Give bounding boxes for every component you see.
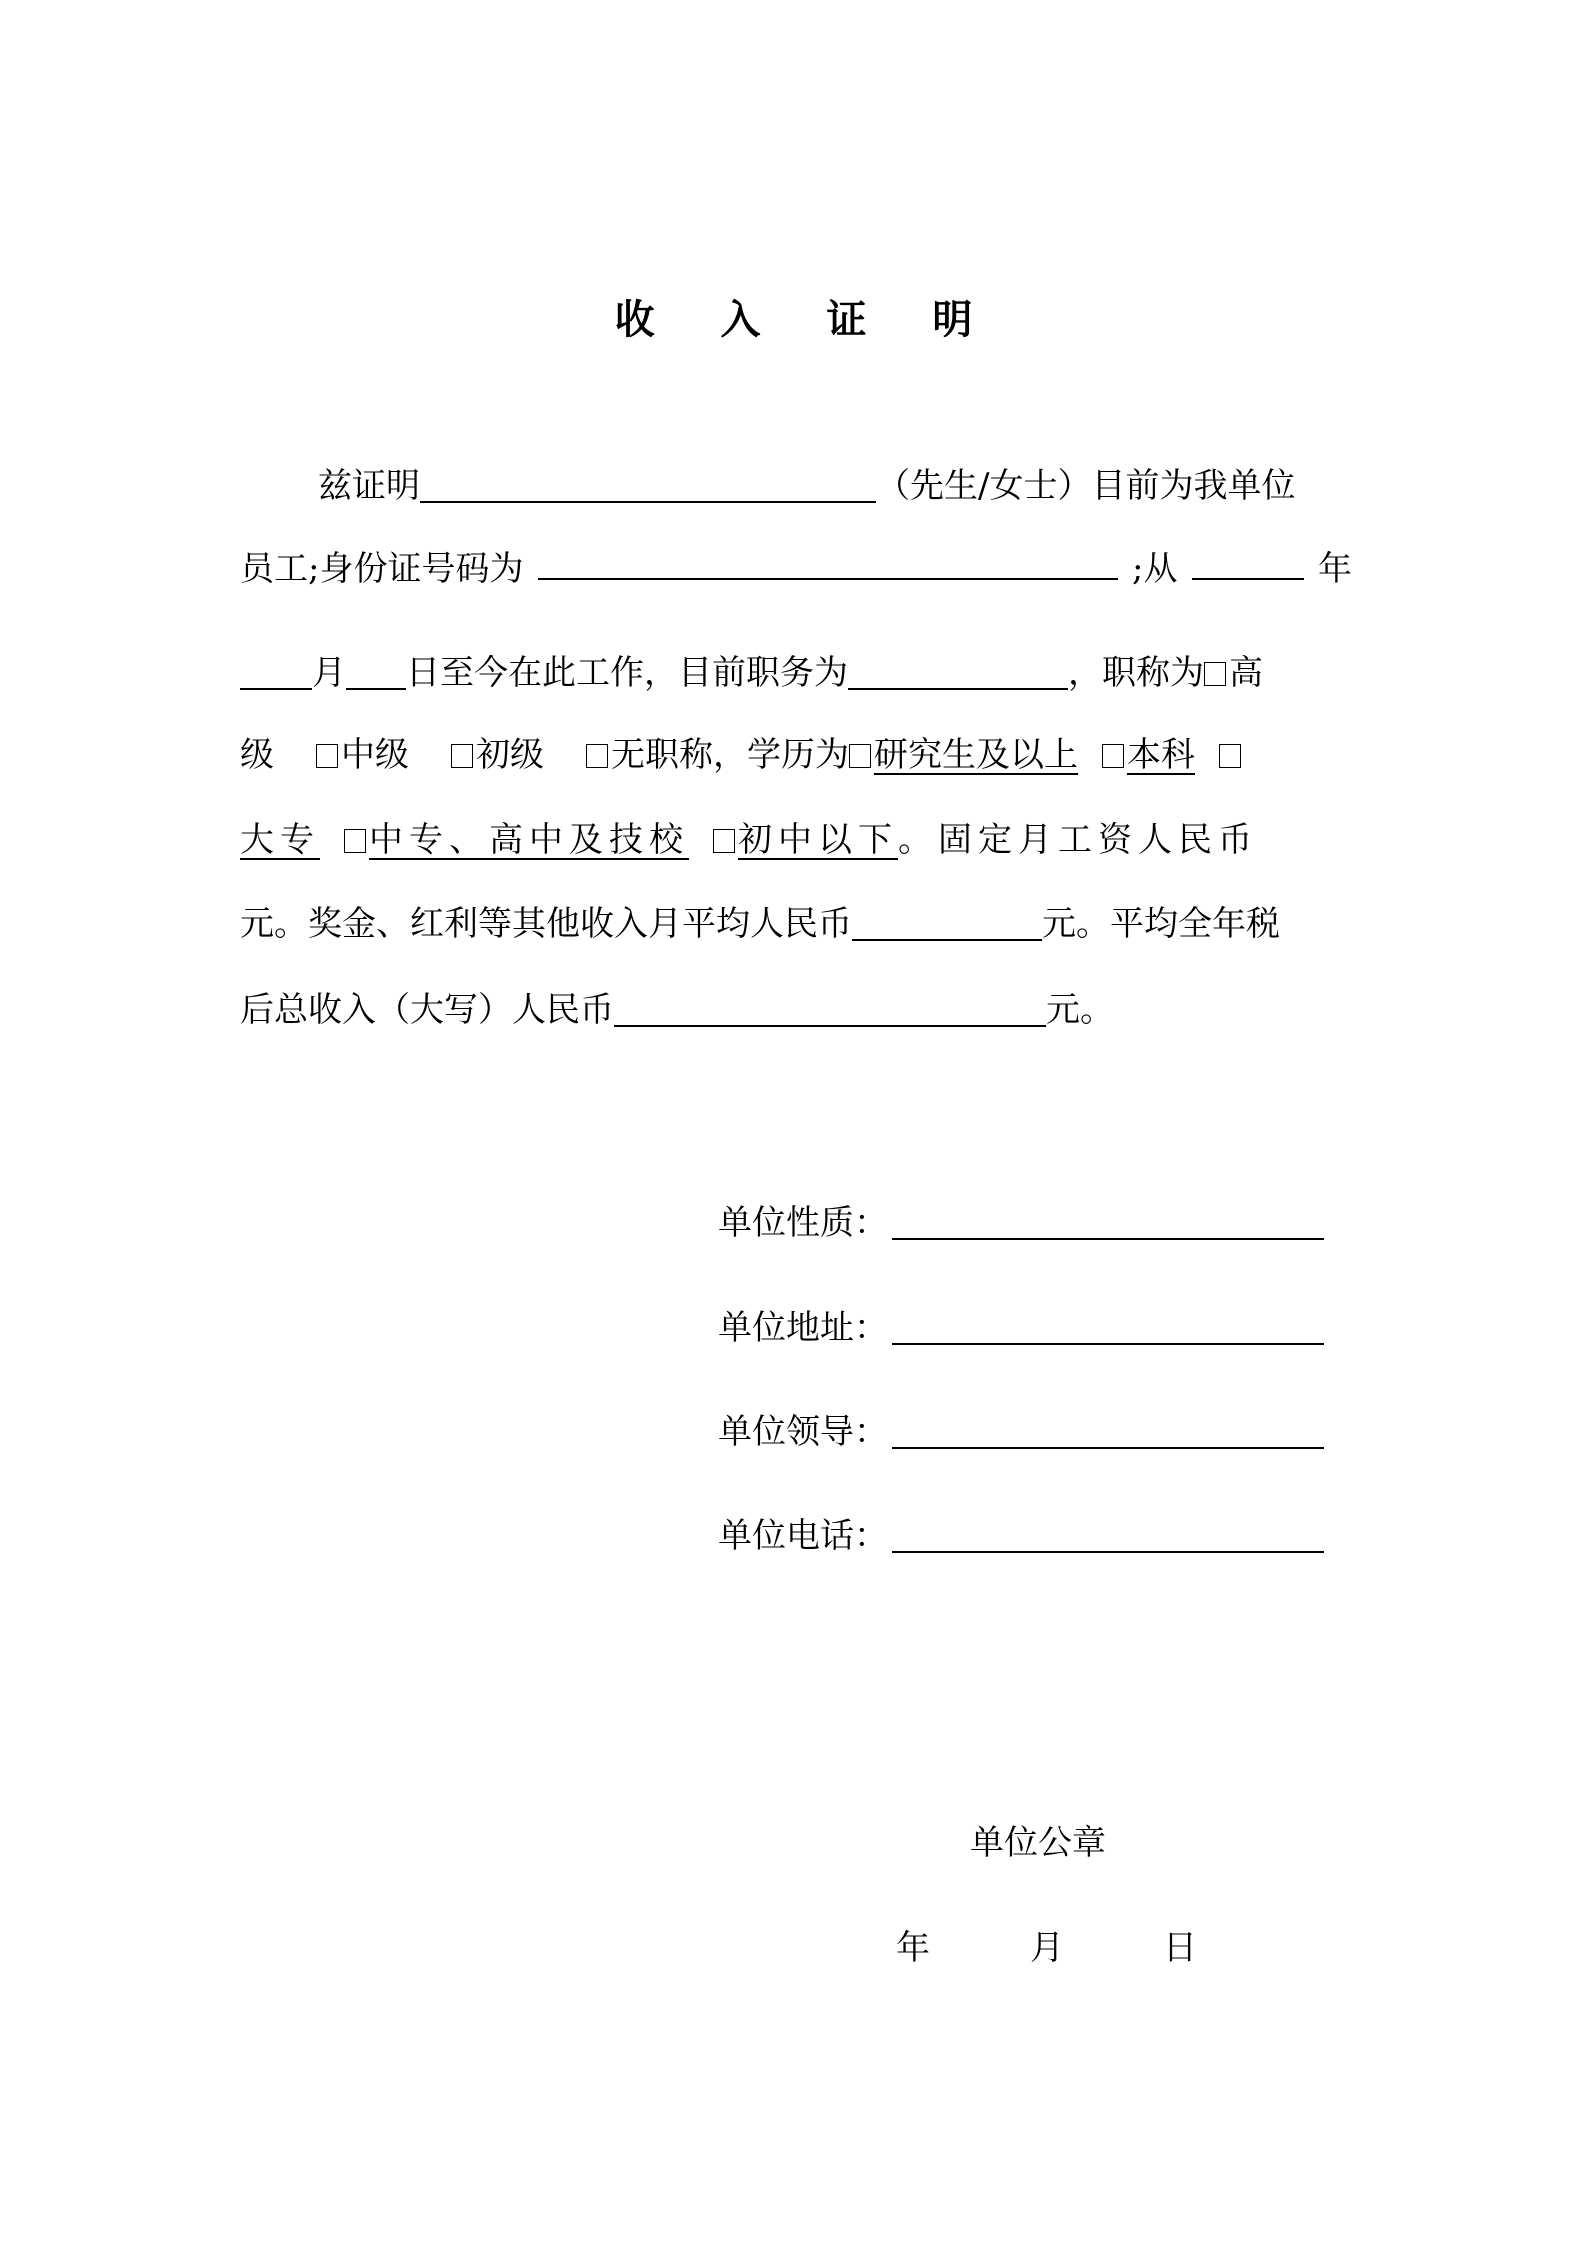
edu-junior-checkbox[interactable] [713,829,735,853]
yuan-label: 元。 [1046,990,1114,1030]
edu-secondary-label: 中专、高中及技校 [369,820,689,860]
bonus-amount-field[interactable] [852,905,1042,941]
monthly-salary-text: 。固定月工资人民币 [898,820,1258,860]
unit-phone-field[interactable] [892,1517,1324,1553]
start-day-field[interactable] [346,654,406,690]
edu-bachelor-checkbox[interactable] [1102,744,1124,768]
paragraph-line-4 [240,727,1352,783]
annual-income-text: 元。平均全年税 [1042,904,1280,944]
bonus-text: 元。奖金、红利等其他收入月平均人民币 [240,904,852,944]
title-middle-checkbox[interactable] [316,744,338,768]
position-field[interactable] [848,654,1068,690]
employee-name-field[interactable] [420,467,876,503]
id-number-label: 员工;身份证号码为 [240,549,524,589]
paragraph-line-3 [240,645,1352,701]
unit-leader-row [718,1404,1324,1460]
unit-phone-row [718,1508,1324,1564]
education-options-underlined-2 [240,820,898,860]
unit-address-label: 单位地址： [718,1308,888,1348]
id-number-field[interactable] [538,544,1118,580]
date-day-label: 日 [1163,1928,1197,1968]
year-label: 年 [1318,549,1352,589]
title-none-label: 无职称 [611,735,713,775]
working-since-text: 日至今在此工作，目前职务为 [406,653,848,693]
education-label: ，学历为 [713,735,849,775]
title-label: ，职称为 [1068,653,1204,693]
unit-nature-row [718,1195,1324,1251]
edu-graduate-checkbox[interactable] [849,744,871,768]
unit-phone-label: 单位电话： [718,1516,888,1556]
start-month-field[interactable] [240,654,312,690]
edu-junior-label: 初中以下 [738,820,898,860]
title-senior-label-tail: 级 [240,735,274,775]
from-label: ;从 [1132,549,1178,589]
paragraph-line-5 [240,812,1352,868]
gender-employer-text: （先生/女士）目前为我单位 [876,466,1296,506]
date-year-label: 年 [896,1928,930,1968]
date-month-label: 月 [1030,1928,1064,1968]
title-senior-checkbox[interactable] [1204,662,1226,686]
title-junior-label: 初级 [476,735,544,775]
unit-address-field[interactable] [892,1309,1324,1345]
unit-nature-label: 单位性质： [718,1203,888,1243]
document-title: 收 入 证 明 [614,296,999,343]
start-year-field[interactable] [1192,544,1304,580]
edu-college-checkbox[interactable] [1219,744,1241,768]
paragraph-line-1 [240,458,1352,514]
edu-secondary-checkbox[interactable] [344,829,366,853]
unit-leader-field[interactable] [892,1413,1324,1449]
unit-nature-field[interactable] [892,1204,1324,1240]
paragraph-line-7 [240,982,1352,1038]
title-none-checkbox[interactable] [586,744,608,768]
certify-prefix: 兹证明 [318,466,420,506]
annual-income-field[interactable] [614,991,1046,1027]
edu-bachelor-label: 本科 [1127,735,1195,775]
unit-leader-label: 单位领导： [718,1412,888,1452]
month-label: 月 [312,653,346,693]
edu-graduate-label: 研究生及以上 [874,735,1078,775]
unit-seal-label: 单位公章 [970,1823,1106,1863]
unit-address-row [718,1300,1324,1356]
annual-income-label: 后总收入（大写）人民币 [240,990,614,1030]
paragraph-line-2 [240,541,1352,597]
edu-college-label: 大专 [240,820,320,860]
title-senior-label: 高 [1229,653,1263,693]
education-options-underlined [849,735,1244,775]
paragraph-line-6 [240,896,1352,952]
title-middle-label: 中级 [341,735,409,775]
title-junior-checkbox[interactable] [451,744,473,768]
